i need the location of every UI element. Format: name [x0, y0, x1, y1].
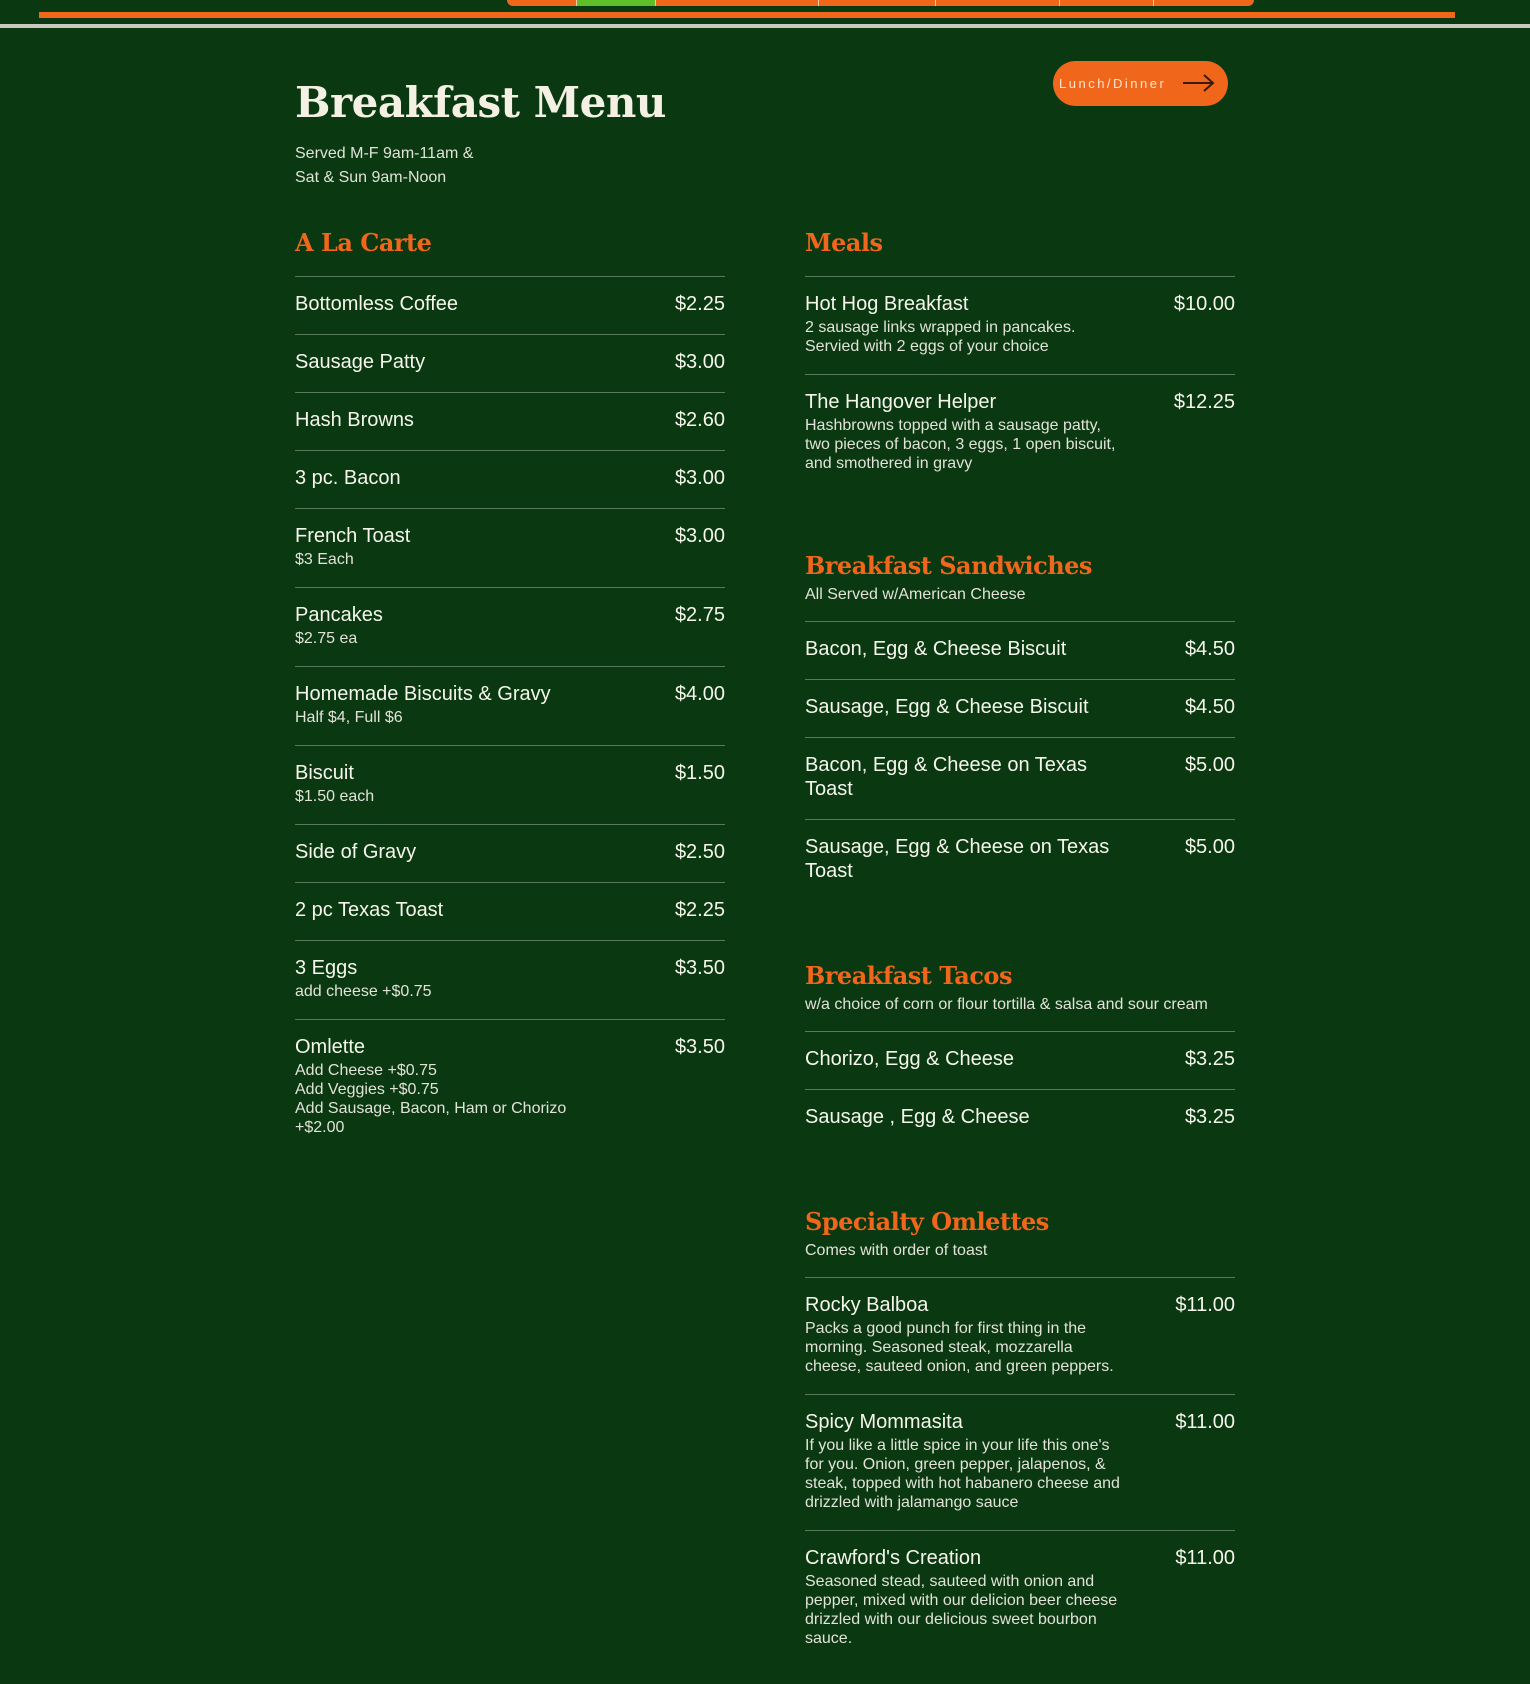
nav-tab-2-active[interactable]: [577, 0, 655, 6]
menu-item-description: add cheese +$0.75: [295, 983, 432, 1000]
menu-item: [805, 1089, 1235, 1147]
menu-item-row: [805, 390, 1235, 414]
menu-item-row: [295, 840, 725, 864]
menu-item-row: [805, 753, 1235, 801]
nav-tab-5[interactable]: [936, 0, 1061, 6]
menu-item-price: $2.75: [674, 604, 725, 626]
site-header: [0, 0, 1530, 30]
section-specialty-omlettes: [805, 1205, 1235, 1666]
menu-item: [295, 666, 725, 745]
menu-item-row: [295, 603, 725, 627]
menu-item-description: $3 Each: [295, 551, 354, 568]
menu-item-row: [805, 1047, 1235, 1071]
nav-tab-3[interactable]: [656, 0, 819, 6]
section-subtitle: Comes with order of toast: [805, 1242, 988, 1259]
menu-item-price: $1.50: [674, 762, 725, 784]
menu-item-price: $4.00: [674, 683, 725, 705]
menu-item: [295, 882, 725, 940]
menu-item-name: 3 Eggs: [295, 957, 358, 979]
menu-item-list: [805, 276, 1235, 491]
served-hours: [295, 142, 473, 190]
menu-item-price: $11.00: [1175, 1411, 1235, 1433]
menu-item-price: $2.60: [674, 409, 725, 431]
menu-item-price: $3.25: [1184, 1106, 1235, 1128]
menu-item: [805, 819, 1235, 901]
section-title: Breakfast Sandwiches: [805, 551, 1092, 580]
nav-tab-7[interactable]: [1154, 0, 1254, 6]
menu-item: [805, 1394, 1235, 1530]
menu-item-row: [295, 292, 725, 316]
menu-item-price: $12.25: [1173, 391, 1235, 413]
section-title: Breakfast Tacos: [805, 961, 1012, 990]
menu-item-row: [805, 1546, 1235, 1570]
header-accent-line: [39, 12, 1455, 18]
menu-item-name: 2 pc Texas Toast: [295, 899, 444, 921]
menu-item-row: [805, 1293, 1235, 1317]
menu-item-name: Pancakes: [295, 604, 383, 626]
menu-item-name: Rocky Balboa: [805, 1294, 929, 1316]
menu-item-price: $11.00: [1175, 1294, 1235, 1316]
menu-item-price: $3.25: [1184, 1048, 1235, 1070]
menu-item-name: Hot Hog Breakfast: [805, 293, 969, 315]
menu-item-description: If you like a little spice in your life this one's for you. Onion, green pepper, jalapenos, & steak, topped with hot habanero cheese and drizzled with jalamango sauce: [805, 1437, 1120, 1511]
menu-item-price: $4.50: [1184, 638, 1235, 660]
menu-item-row: [295, 466, 725, 490]
nav-bar: [507, 0, 1254, 6]
section-a-la-carte: [295, 226, 725, 1155]
menu-item-name: Sausage , Egg & Cheese: [805, 1106, 1030, 1128]
served-hours-line-2: Sat & Sun 9am-Noon: [295, 169, 447, 186]
menu-item-row: [805, 1105, 1235, 1129]
section-breakfast-sandwiches: [805, 549, 1235, 901]
menu-item-name: Spicy Mommasita: [805, 1411, 963, 1433]
arrow-right-icon: [1182, 73, 1216, 93]
menu-item: [295, 1019, 725, 1155]
menu-item-list: [805, 1031, 1235, 1147]
menu-item-price: $2.25: [674, 293, 725, 315]
menu-item-name: Omlette: [295, 1036, 366, 1058]
menu-item-row: [295, 408, 725, 432]
menu-item: [805, 737, 1235, 819]
menu-item-price: $10.00: [1173, 293, 1235, 315]
section-breakfast-tacos: [805, 959, 1235, 1147]
menu-item-name: The Hangover Helper: [805, 391, 997, 413]
served-hours-line-1: Served M-F 9am-11am &: [295, 145, 474, 162]
nav-tab-6[interactable]: [1060, 0, 1154, 6]
menu-item-row: [805, 1410, 1235, 1434]
nav-tab-1[interactable]: [507, 0, 577, 6]
menu-item-row: [295, 761, 725, 785]
menu-item-price: $5.00: [1184, 836, 1235, 858]
menu-item: [295, 940, 725, 1019]
lunch-dinner-button[interactable]: [1053, 61, 1228, 106]
menu-item-description: Seasoned stead, sauteed with onion and pepper, mixed with our delicion beer cheese drizzled with our delicious sweet bourbon sauce.: [805, 1573, 1118, 1647]
menu-item-name: Chorizo, Egg & Cheese: [805, 1048, 1015, 1070]
menu-item: [295, 334, 725, 392]
menu-item: [805, 621, 1235, 679]
menu-item-name: Sausage Patty: [295, 351, 426, 373]
section-title: A La Carte: [295, 228, 432, 257]
menu-item: [295, 392, 725, 450]
section-subtitle: w/a choice of corn or flour tortilla & salsa and sour cream: [805, 996, 1208, 1013]
menu-item: [295, 508, 725, 587]
menu-item: [295, 824, 725, 882]
menu-item: [805, 374, 1235, 491]
section-subtitle: All Served w/American Cheese: [805, 586, 1026, 603]
menu-item-description: 2 sausage links wrapped in pancakes. Servied with 2 eggs of your choice: [805, 319, 1076, 355]
menu-item-description: $1.50 each: [295, 788, 375, 805]
menu-item-row: [295, 350, 725, 374]
menu-item-price: $3.00: [674, 351, 725, 373]
menu-item-price: $11.00: [1175, 1547, 1235, 1569]
menu-item: [295, 587, 725, 666]
menu-item-row: [295, 898, 725, 922]
menu-item: [295, 745, 725, 824]
menu-item-row: [805, 835, 1235, 883]
menu-item-name: Sausage, Egg & Cheese on Texas Toast: [805, 836, 1110, 882]
menu-item-price: $5.00: [1184, 754, 1235, 776]
menu-item: [805, 1031, 1235, 1089]
lunch-dinner-button-label: Lunch/Dinner: [1059, 76, 1167, 91]
section-title: Specialty Omlettes: [805, 1207, 1049, 1236]
menu-item-price: $3.00: [674, 525, 725, 547]
right-column: [805, 226, 1235, 1666]
menu-item: [805, 679, 1235, 737]
menu-item: [295, 276, 725, 334]
menu-item-row: [295, 956, 725, 980]
left-column: [295, 226, 725, 1155]
menu-item-list: [295, 276, 725, 1155]
menu-item-description: Hashbrowns topped with a sausage patty, two pieces of bacon, 3 eggs, 1 open biscuit, and smothered in gravy: [805, 417, 1116, 472]
menu-item-list: [805, 621, 1235, 901]
menu-item-name: Sausage, Egg & Cheese Biscuit: [805, 696, 1089, 718]
menu-item-name: Bottomless Coffee: [295, 293, 459, 315]
menu-item-row: [295, 524, 725, 548]
section-title: Meals: [805, 228, 883, 257]
header-divider: [0, 24, 1530, 28]
menu-item-name: Side of Gravy: [295, 841, 417, 863]
menu-item-description: Packs a good punch for first thing in the morning. Seasoned steak, mozzarella cheese, sauteed onion, and green peppers.: [805, 1320, 1114, 1375]
nav-tab-4[interactable]: [819, 0, 936, 6]
section-meals: [805, 226, 1235, 491]
menu-item-name: French Toast: [295, 525, 411, 547]
menu-item-row: [805, 695, 1235, 719]
menu-item-name: Hash Browns: [295, 409, 414, 431]
menu-item-price: $3.00: [674, 467, 725, 489]
menu-item-description: Half $4, Full $6: [295, 709, 403, 726]
menu-item: [805, 1277, 1235, 1394]
menu-item-row: [295, 1035, 725, 1059]
menu-item-name: Bacon, Egg & Cheese on Texas Toast: [805, 754, 1088, 800]
menu-item-price: $3.50: [674, 957, 725, 979]
menu-item-name: Crawford's Creation: [805, 1547, 982, 1569]
menu-item: [295, 450, 725, 508]
menu-item-row: [295, 682, 725, 706]
menu-item-name: 3 pc. Bacon: [295, 467, 401, 489]
menu-item-name: Bacon, Egg & Cheese Biscuit: [805, 638, 1067, 660]
page-title: Breakfast Menu: [295, 78, 666, 127]
menu-item-row: [805, 292, 1235, 316]
menu-item-price: $4.50: [1184, 696, 1235, 718]
menu-item-description: $2.75 ea: [295, 630, 358, 647]
menu-item-price: $3.50: [674, 1036, 725, 1058]
menu-item: [805, 276, 1235, 374]
menu-item-name: Homemade Biscuits & Gravy: [295, 683, 551, 705]
menu-item-name: Biscuit: [295, 762, 354, 784]
menu-item-description: Add Cheese +$0.75 Add Veggies +$0.75 Add Sausage, Bacon, Ham or Chorizo +$2.00: [295, 1062, 567, 1136]
menu-item-price: $2.25: [674, 899, 725, 921]
menu-item-row: [805, 637, 1235, 661]
menu-item-list: [805, 1277, 1235, 1666]
menu-item: [805, 1530, 1235, 1666]
menu-item-price: $2.50: [674, 841, 725, 863]
